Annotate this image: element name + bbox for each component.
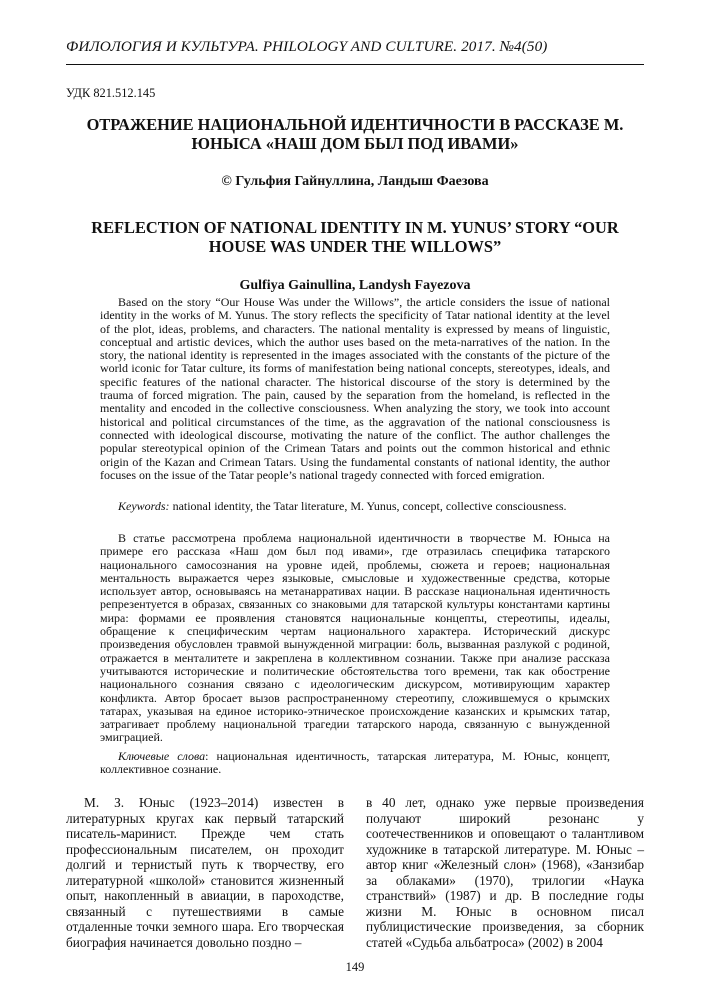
keywords-ru-text: : национальная идентичность, татарская литература, М. Юныс, концепт, коллективное сознание. — [100, 749, 610, 777]
running-header: ФИЛОЛОГИЯ И КУЛЬТУРА. PHILOLOGY AND CULTURE. 2017. №4(50) — [66, 38, 548, 55]
body-column-right: в 40 лет, однако уже первые произведения получают широкий резонанс у соотечественников и оповещают о талантливом художнике в татарской литературе. М. Юныс – автор книг «Железный слон» (1968), «Занзибар за облаками» (1970), трилогии «Наука странствий» (1987) и др. В последние годы жизни М. Юныс в основном писал публицистические произведения, за сборник статей «Судьба альбатроса» (2002) в 2004 — [366, 795, 644, 950]
body-column-left: М. З. Юныс (1923–2014) известен в литературных кругах как первый татарский писатель-маринист. Прежде чем стать профессиональным писателем, он проходит долгий и тернистый путь к творчеству, его литературной «школой» становится жизненный опыт, накопленный в авиации, в пароходстве, связанный с путешествиями в самые отдаленные точки земного шара. Его творческая биография начинается довольно поздно – — [66, 795, 344, 950]
authors-en: Gulfiya Gainullina, Landysh Fayezova — [239, 278, 471, 293]
abstract-en: Based on the story “Our House Was under the Willows”, the article considers the issue of national identity in the works of M. Yunus. The story reflects the specificity of Tatar national identity at the level of the plot, ideas, problems, and characters. The national mentality is expressed by means of linguistic, conceptual and artistic devices, which the author uses based on the meta-narratives of the nation. In the story, the national identity is represented in the images associated with the constants of the picture of the world iconic for Tatar culture, its forms of manifestation being national concepts, stereotypes, ideals, and specific features of the national character. The historical discourse of the story is determined by the trauma of forced migration. The pain, caused by the separation from the homeland, is reflected in the mentality and encoded in the collective consciousness. When analyzing the story, we took into account historical and political circumstances of the time, as the aggravation of the national consciousness is connected with ideological discourse, motivating the nature of the conflict. The author challenges the popular stereotypical opinion of the Crimean Tatars and points out the common historical and ethnic origin of the Kazan and Crimean Tatars. Using the fundamental constants of national identity, the author focuses on the issue of the Tatar people’s national tragedy connected with forced emigration. — [100, 295, 610, 482]
article-title-en: REFLECTION OF NATIONAL IDENTITY IN M. YUNUS’ STORY “OUR HOUSE WAS UNDER THE WILLOWS” — [91, 218, 619, 256]
keywords-en-label: Keywords: — [118, 499, 170, 513]
keywords-ru-label: Ключевые слова — [118, 749, 206, 763]
keywords-en — [100, 500, 610, 513]
keywords-en-text: national identity, the Tatar literature, M. Yunus, concept, collective consciousness. — [172, 499, 567, 513]
keywords-ru — [100, 750, 610, 777]
page-number: 149 — [345, 960, 365, 974]
authors-ru: © Гульфия Гайнуллина, Ландыш Фаезова — [221, 174, 489, 189]
udk-code: УДК 821.512.145 — [66, 86, 156, 100]
header-rule — [66, 64, 644, 65]
article-title-ru: ОТРАЖЕНИЕ НАЦИОНАЛЬНОЙ ИДЕНТИЧНОСТИ В РАССКАЗЕ М. ЮНЫСА «НАШ ДОМ БЫЛ ПОД ИВАМИ» — [86, 115, 624, 153]
abstract-ru: В статье рассмотрена проблема национальной идентичности в творчестве М. Юныса на примере его рассказа «Наш дом был под ивами», где отразилась специфика татарского национального самосознания на уровне идей, проблемы, сюжета и героев; национальная ментальность выражается через языковые, смысловые и художественные средства, которые использует автор, основываясь на метанарративах нации. В рассказе национальная идентичность репрезентуется в образах, связанных со знаковыми для татарской культуры константами картины мира: формами ее проявления становятся национальные концепты, стереотипы, идеалы, обращение к специфическим чертам национального характера. Исторический дискурс произведения обусловлен травмой вынужденной миграции: боль, вызванная разлукой с родиной, отражается в менталитете и закреплена в коллективном сознании. Также при анализе рассказа учитываются исторические и политические обстоятельства того времени, так как обострение национального сознания связано с идеологическим дискурсом, мотивирующим характер конфликта. Автор бросает вызов распространенному стереотипу, сложившемуся о крымских татарах, указывая на единое историко-этническое происхождение казанских и крымских татар, затрагивает проблему национальной трагедии татарского народа, связанную с вынужденной эмиграцией. — [100, 531, 610, 745]
